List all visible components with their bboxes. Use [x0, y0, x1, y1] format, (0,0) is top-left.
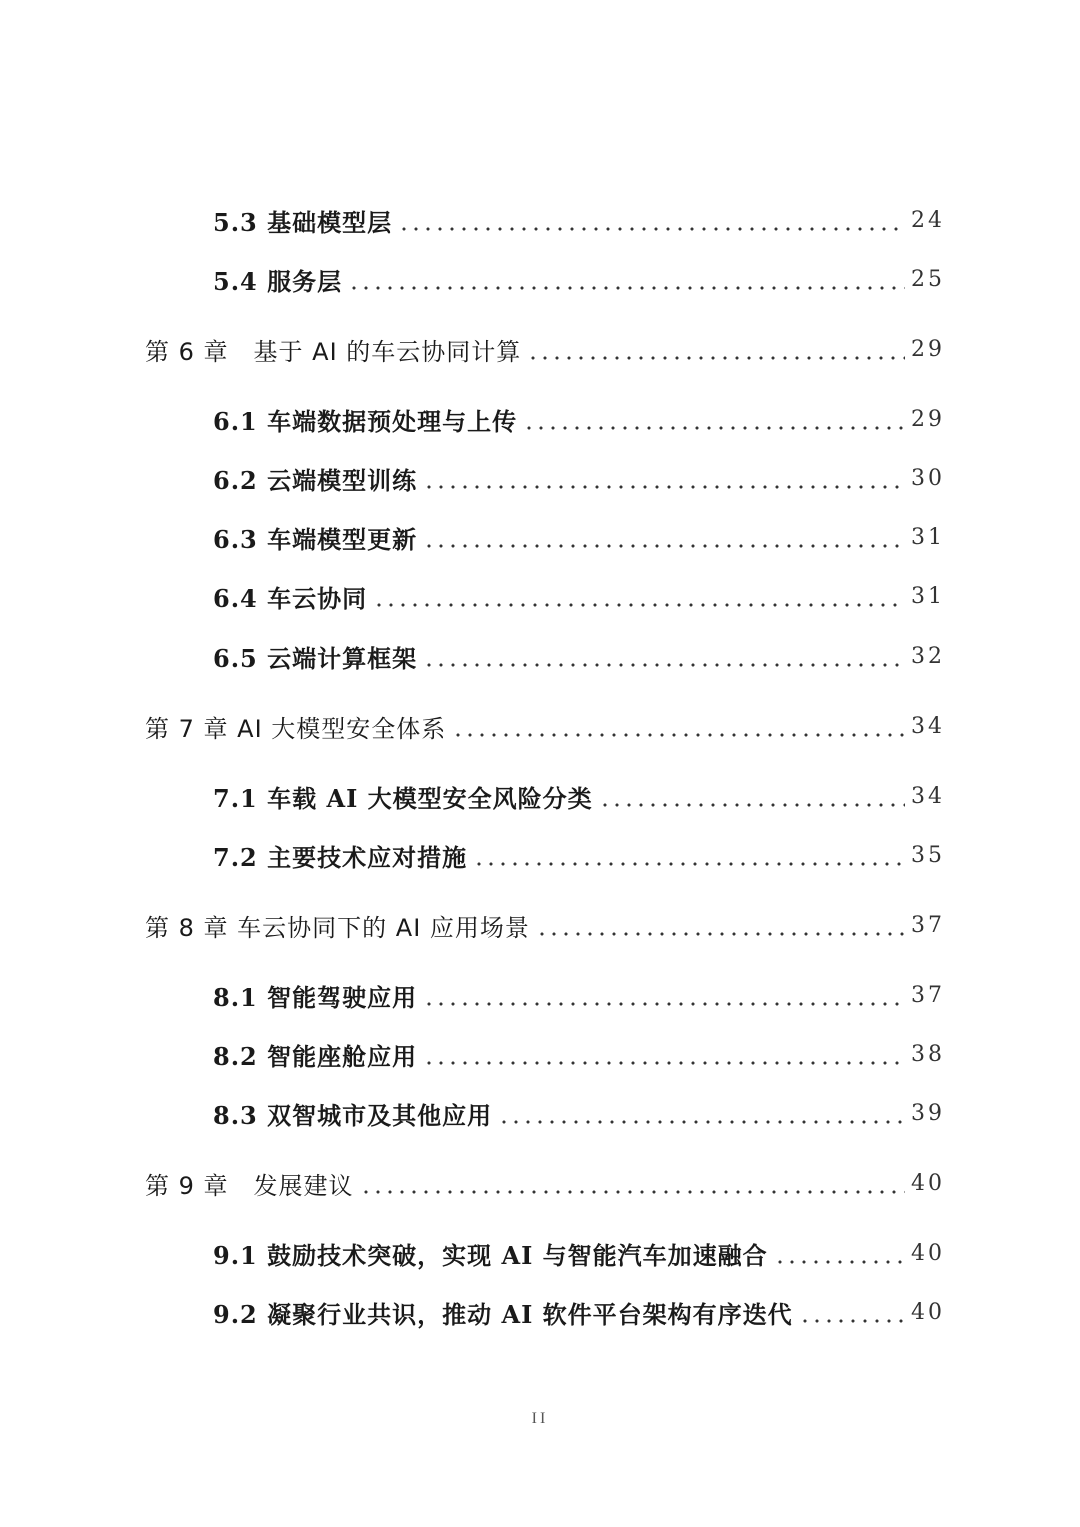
toc-entry-page: 40	[911, 1240, 945, 1266]
toc-entry-title: 6.1 车端数据预处理与上传	[213, 406, 518, 436]
dot-leader	[599, 776, 905, 816]
toc-entry-title: 6.2 云端模型训练	[213, 465, 418, 495]
toc-entry-9-1	[213, 1233, 945, 1273]
toc-entry-title: 9.2 凝聚行业共识，推动 AI 软件平台架构有序迭代	[213, 1299, 793, 1329]
toc-entry-page: 31	[911, 583, 945, 609]
dot-leader	[536, 905, 905, 945]
toc-entry-page: 37	[911, 982, 945, 1008]
toc-entry-page: 35	[911, 842, 945, 868]
toc-entry-page: 40	[911, 1299, 945, 1325]
toc-entry-page: 34	[911, 713, 945, 739]
dot-leader	[423, 636, 905, 676]
toc-entry-page: 29	[911, 406, 945, 432]
toc-entry-6-1	[213, 399, 945, 439]
toc-entry-page: 34	[911, 783, 945, 809]
toc-entry-page: 40	[911, 1170, 945, 1196]
dot-leader	[473, 835, 905, 875]
toc-entry-page: 37	[911, 912, 945, 938]
toc-entry-title: 8.1 智能驾驶应用	[213, 982, 418, 1012]
toc-entry-5-4	[213, 259, 945, 299]
dot-leader	[423, 458, 905, 498]
toc-entry-title: 7.2 主要技术应对措施	[213, 842, 468, 872]
toc-entry-page: 24	[911, 207, 945, 233]
toc-chapter-7	[145, 706, 945, 746]
toc-entry-title: 5.3 基础模型层	[213, 207, 393, 237]
toc-entry-6-4	[213, 576, 945, 616]
toc-entry-title: 6.5 云端计算框架	[213, 643, 418, 673]
toc-entry-6-2	[213, 458, 945, 498]
toc-chapter-title: 第 8 章 车云协同下的 AI 应用场景	[145, 913, 530, 942]
toc-chapter-8	[145, 905, 945, 945]
dot-leader	[423, 517, 905, 557]
dot-leader	[452, 706, 905, 746]
dot-leader	[373, 576, 905, 616]
dot-leader	[348, 259, 905, 299]
toc-entry-title: 8.3 双智城市及其他应用	[213, 1100, 493, 1130]
toc-entry-8-1	[213, 975, 945, 1015]
dot-leader	[360, 1163, 905, 1203]
toc-entry-page: 32	[911, 643, 945, 669]
dot-leader	[799, 1292, 905, 1332]
toc-entry-title: 6.3 车端模型更新	[213, 524, 418, 554]
toc-entry-9-2	[213, 1292, 945, 1332]
toc-entry-title: 5.4 服务层	[213, 266, 343, 296]
toc-entry-page: 29	[911, 336, 945, 362]
toc-entry-title: 7.1 车载 AI 大模型安全风险分类	[213, 783, 593, 813]
toc-chapter-title: 第 7 章 AI 大模型安全体系	[145, 714, 447, 743]
dot-leader	[423, 975, 905, 1015]
toc-entry-6-3	[213, 517, 945, 557]
toc-entry-title: 8.2 智能座舱应用	[213, 1041, 418, 1071]
toc-entry-page: 25	[911, 266, 945, 292]
dot-leader	[398, 200, 905, 240]
toc-entry-title: 6.4 车云协同	[213, 583, 368, 613]
toc-chapter-9	[145, 1163, 945, 1203]
dot-leader	[527, 329, 905, 369]
toc-entry-page: 38	[911, 1041, 945, 1067]
toc-entry-5-3	[213, 200, 945, 240]
toc-entry-7-1	[213, 776, 945, 816]
page-number-footer: II	[531, 1410, 549, 1427]
toc-chapter-6	[145, 329, 945, 369]
toc-entry-6-5	[213, 636, 945, 676]
toc-entry-page: 31	[911, 524, 945, 550]
toc-entry-title: 9.1 鼓励技术突破，实现 AI 与智能汽车加速融合	[213, 1240, 768, 1270]
toc-entry-8-3	[213, 1093, 945, 1133]
dot-leader	[774, 1233, 905, 1273]
toc-entry-7-2	[213, 835, 945, 875]
toc-entry-page: 30	[911, 465, 945, 491]
toc-entry-page: 39	[911, 1100, 945, 1126]
toc-chapter-title: 第 6 章 基于 AI 的车云协同计算	[145, 337, 522, 366]
dot-leader	[498, 1093, 905, 1133]
toc-chapter-title: 第 9 章 发展建议	[145, 1171, 354, 1200]
dot-leader	[523, 399, 905, 439]
toc-entry-8-2	[213, 1034, 945, 1074]
dot-leader	[423, 1034, 905, 1074]
